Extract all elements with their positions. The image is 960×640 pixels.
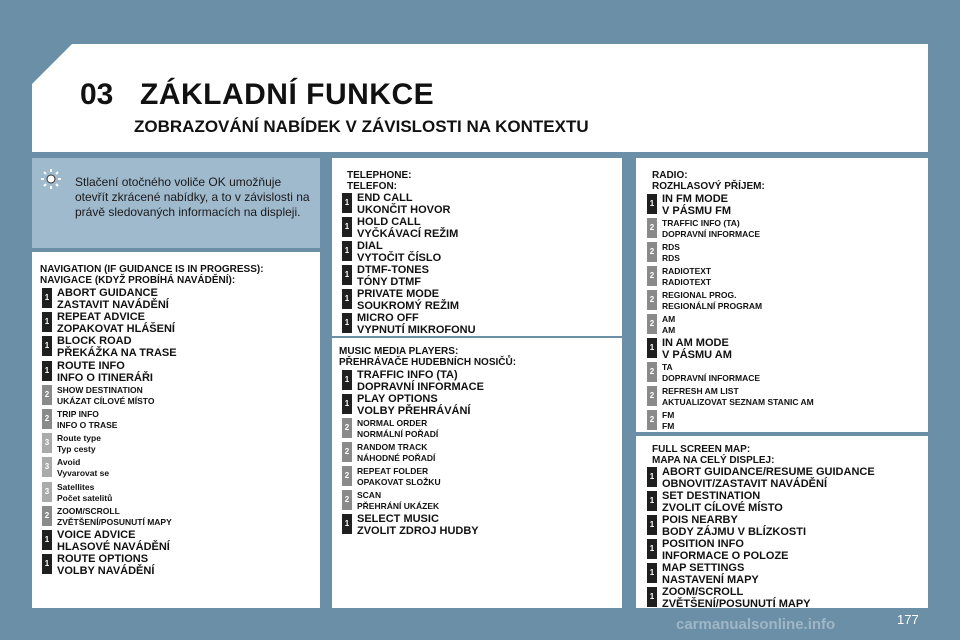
item-label-en: TA (662, 362, 673, 372)
item-label-en: TRIP INFO (57, 409, 99, 419)
level-badge: 3 (42, 482, 52, 502)
item-label-en: REPEAT FOLDER (357, 466, 429, 476)
item-label-en: RDS (662, 242, 680, 252)
level-badge: 1 (647, 515, 657, 535)
item-label-cz: UKONČIT HOVOR (357, 204, 451, 216)
item-label-cz: VYTOČIT ČÍSLO (357, 252, 442, 264)
item-label-cz: AM (662, 325, 676, 335)
item-label-en: ZOOM/SCROLL (662, 586, 744, 598)
item-label-cz: Vyvarovat se (57, 468, 110, 479)
item-label-cz: Typ cesty (57, 444, 96, 455)
item-label-cz: ZVOLIT CÍLOVÉ MÍSTO (662, 502, 783, 514)
level-badge: 1 (42, 336, 52, 356)
item-label-cz: REGIONÁLNÍ PROGRAM (662, 301, 763, 311)
radio-header-en: RADIO: (652, 170, 688, 181)
navigation-header-en: NAVIGATION (IF GUIDANCE IS IN PROGRESS): (40, 264, 264, 275)
level-badge: 2 (647, 218, 657, 238)
chapter-number: 03 (80, 78, 114, 111)
level-badge: 1 (42, 361, 52, 381)
item-label-en: AM (662, 314, 676, 324)
item-label-cz: ZVOLIT ZDROJ HUDBY (357, 525, 479, 537)
item-label-cz: ZVĚTŠENÍ/POSUNUTÍ MAPY (662, 598, 811, 610)
item-label-en: SET DESTINATION (662, 490, 761, 502)
level-badge: 1 (647, 587, 657, 607)
item-label-en: POSITION INFO (662, 538, 744, 550)
level-badge: 2 (647, 314, 657, 334)
telephone-header-cz: TELEFON: (347, 181, 397, 192)
level-badge: 1 (342, 265, 352, 285)
navigation-header-cz: NAVIGACE (KDYŽ PROBÍHÁ NAVÁDĚNÍ): (40, 275, 236, 286)
item-label-en: REGIONAL PROG. (662, 290, 737, 300)
item-label-en: ROUTE OPTIONS (57, 553, 149, 566)
level-badge: 1 (42, 554, 52, 574)
item-label-cz: UKÁZAT CÍLOVÉ MÍSTO (57, 395, 155, 406)
fullmap-header-en: FULL SCREEN MAP: (652, 444, 751, 455)
level-badge: 1 (342, 193, 352, 213)
item-label-cz: DOPRAVNÍ INFORMACE (662, 373, 761, 383)
item-label-en: ZOOM/SCROLL (57, 505, 120, 516)
item-label-en: BLOCK ROAD (57, 335, 132, 348)
level-badge: 1 (342, 241, 352, 261)
item-label-en: POIS NEARBY (662, 514, 738, 526)
level-badge: 2 (647, 266, 657, 286)
page-number: 177 (897, 612, 919, 627)
level-badge: 3 (42, 457, 52, 477)
level-badge: 1 (342, 370, 352, 390)
item-label-en: Avoid (57, 457, 81, 468)
level-badge: 1 (647, 338, 657, 358)
level-badge: 1 (647, 563, 657, 583)
item-label-en: END CALL (357, 192, 413, 204)
item-label-en: NORMAL ORDER (357, 418, 428, 428)
level-badge: 1 (647, 467, 657, 487)
item-label-cz: V PÁSMU FM (662, 205, 732, 217)
level-badge: 2 (342, 490, 352, 510)
watermark: carmanualsonline.info (676, 616, 836, 633)
item-label-en: SELECT MUSIC (357, 513, 439, 525)
level-badge: 2 (647, 386, 657, 406)
item-label-en: MICRO OFF (357, 312, 419, 324)
item-label-cz: INFORMACE O POLOZE (662, 550, 789, 562)
item-label-cz: Počet satelitů (57, 492, 113, 503)
level-badge: 1 (42, 288, 52, 308)
item-label-en: FM (662, 410, 675, 420)
item-label-en: MAP SETTINGS (662, 562, 745, 574)
item-label-en: DIAL (357, 240, 383, 252)
item-label-en: PRIVATE MODE (357, 288, 440, 300)
music-header-en: MUSIC MEDIA PLAYERS: (339, 346, 459, 357)
item-label-en: SHOW DESTINATION (57, 384, 143, 395)
item-label-cz: OBNOVIT/ZASTAVIT NAVÁDĚNÍ (662, 478, 827, 490)
item-label-cz: DOPRAVNÍ INFORMACE (357, 381, 484, 393)
item-label-cz: VOLBY NAVÁDĚNÍ (57, 565, 155, 578)
item-label-cz: VYČKÁVACÍ REŽIM (357, 228, 459, 240)
item-label-en: RADIOTEXT (662, 266, 712, 276)
item-label-en: REPEAT ADVICE (57, 311, 146, 324)
level-badge: 2 (647, 362, 657, 382)
page-subtitle: ZOBRAZOVÁNÍ NABÍDEK V ZÁVISLOSTI NA KONTEXTU (134, 117, 589, 136)
item-label-cz: HLASOVÉ NAVÁDĚNÍ (57, 541, 170, 553)
level-badge: 2 (342, 418, 352, 438)
level-badge: 1 (342, 217, 352, 237)
item-label-cz: NÁHODNÉ POŘADÍ (357, 453, 436, 463)
header-corner (32, 44, 72, 84)
radio-header-cz: ROZHLASOVÝ PŘÍJEM: (652, 181, 765, 192)
item-label-cz: ZVĚTŠENÍ/POSUNUTÍ MAPY (57, 516, 172, 527)
item-label-cz: V PÁSMU AM (662, 349, 732, 361)
level-badge: 1 (342, 313, 352, 333)
item-label-en: ABORT GUIDANCE (57, 287, 158, 299)
level-badge: 1 (342, 289, 352, 309)
item-label-cz: RADIOTEXT (662, 277, 712, 287)
item-label-cz: INFO O TRASE (57, 420, 118, 430)
item-label-cz: VYPNUTÍ MIKROFONU (357, 324, 476, 336)
item-label-en: Route type (57, 433, 101, 444)
item-label-cz: INFO O ITINERÁŘI (57, 371, 153, 384)
page-title: ZÁKLADNÍ FUNKCE (140, 78, 435, 111)
item-label-cz: FM (662, 421, 675, 431)
item-label-cz: DOPRAVNÍ INFORMACE (662, 229, 761, 239)
item-label-cz: NORMÁLNÍ POŘADÍ (357, 429, 439, 439)
item-label-cz: ZOPAKOVAT HLÁŠENÍ (57, 323, 175, 336)
item-label-en: IN AM MODE (662, 337, 729, 349)
item-label-cz: BODY ZÁJMU V BLÍZKOSTI (662, 526, 807, 538)
item-label-cz: RDS (662, 253, 680, 263)
level-badge: 2 (647, 410, 657, 430)
level-badge: 3 (42, 433, 52, 453)
item-label-cz: VOLBY PŘEHRÁVÁNÍ (357, 405, 471, 417)
item-label-cz: AKTUALIZOVAT SEZNAM STANIC AM (662, 397, 814, 407)
music-header-cz: PŘEHRÁVAČE HUDEBNÍCH NOSIČŮ: (339, 357, 517, 368)
item-label-en: VOICE ADVICE (57, 529, 136, 541)
item-label-cz: ZASTAVIT NAVÁDĚNÍ (57, 299, 169, 311)
item-label-cz: PŘEHRÁNÍ UKÁZEK (357, 501, 440, 511)
item-label-cz: NASTAVENÍ MAPY (662, 574, 759, 586)
item-label-en: HOLD CALL (357, 216, 421, 228)
sun-icon (40, 168, 62, 190)
level-badge: 1 (647, 491, 657, 511)
item-label-en: TRAFFIC INFO (TA) (357, 369, 458, 381)
item-label-en: SCAN (357, 490, 382, 500)
level-badge: 1 (647, 539, 657, 559)
level-badge: 2 (342, 442, 352, 462)
level-badge: 1 (647, 194, 657, 214)
item-label-en: RANDOM TRACK (357, 442, 428, 452)
item-label-cz: OPAKOVAT SLOŽKU (357, 477, 441, 487)
item-label-cz: PŘEKÁŽKA NA TRASE (57, 347, 177, 360)
tip-text: Stlačení otočného voliče OK umožňuje otevřít zkrácené nabídky, a to v závislosti na právě sledovaných informacích na displeji. (75, 175, 310, 219)
item-label-en: PLAY OPTIONS (357, 393, 438, 405)
level-badge: 2 (647, 242, 657, 262)
item-label-cz: SOUKROMÝ REŽIM (357, 300, 460, 312)
level-badge: 2 (42, 409, 52, 429)
level-badge: 2 (647, 290, 657, 310)
level-badge: 1 (42, 530, 52, 550)
telephone-header-en: TELEPHONE: (347, 170, 412, 181)
item-label-en: Satellites (57, 481, 95, 492)
level-badge: 1 (342, 394, 352, 414)
item-label-en: IN FM MODE (662, 193, 728, 205)
item-label-en: TRAFFIC INFO (TA) (662, 218, 740, 228)
item-label-en: DTMF-TONES (357, 264, 429, 276)
level-badge: 2 (42, 385, 52, 405)
item-label-en: ABORT GUIDANCE/RESUME GUIDANCE (662, 466, 875, 478)
item-label-en: ROUTE INFO (57, 359, 125, 372)
level-badge: 2 (342, 466, 352, 486)
level-badge: 1 (342, 514, 352, 534)
item-label-en: REFRESH AM LIST (662, 386, 739, 396)
item-label-cz: TÓNY DTMF (357, 276, 421, 288)
fullmap-header-cz: MAPA NA CELÝ DISPLEJ: (652, 455, 775, 466)
level-badge: 2 (42, 506, 52, 526)
level-badge: 1 (42, 312, 52, 332)
